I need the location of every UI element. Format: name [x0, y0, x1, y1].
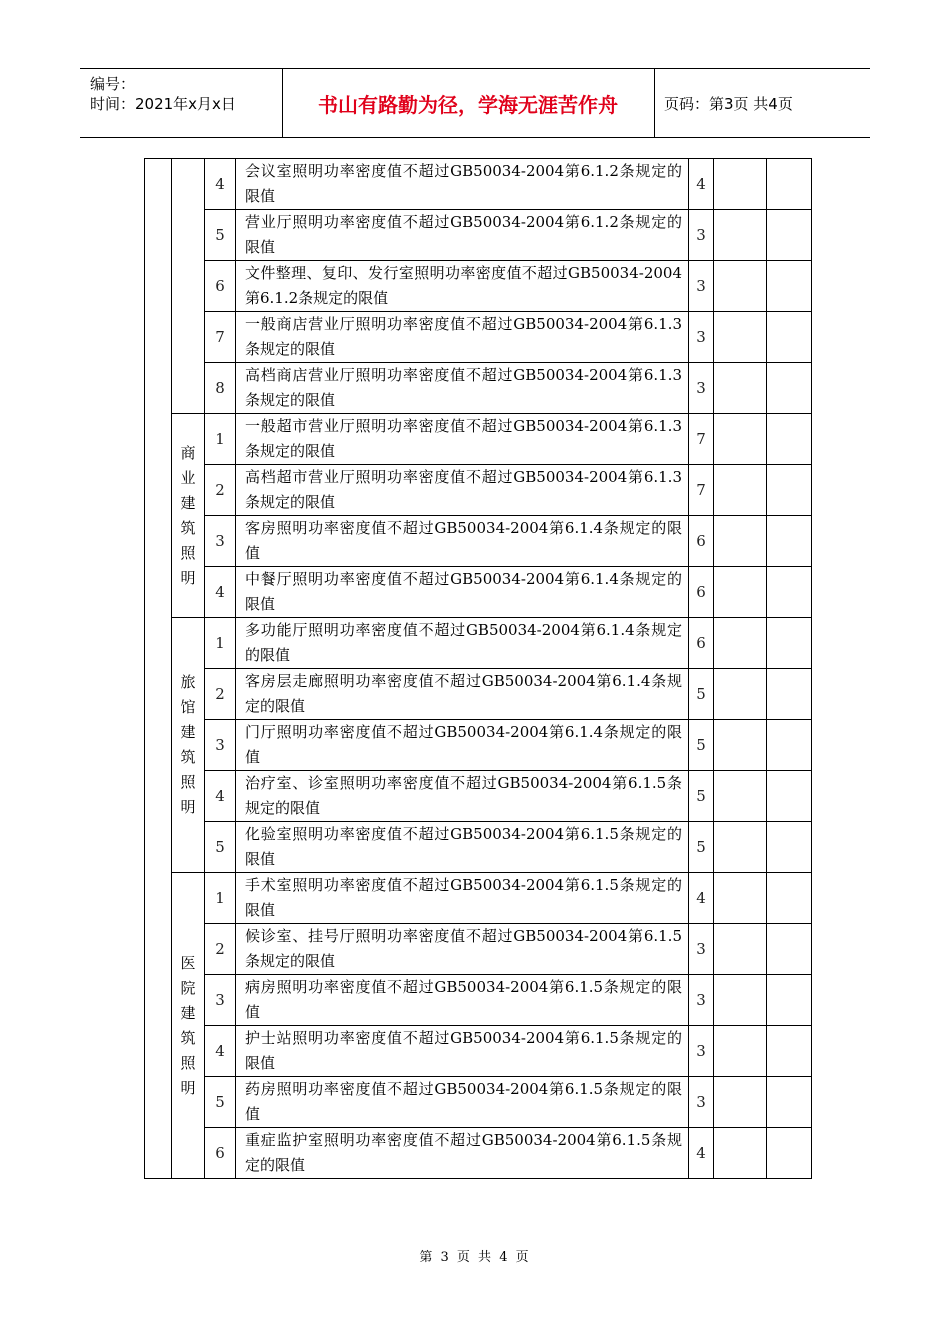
item-number: 5 — [205, 1077, 236, 1128]
item-number: 6 — [205, 1128, 236, 1179]
item-description: 门厅照明功率密度值不超过GB50034-2004第6.1.4条规定的限值 — [236, 720, 689, 771]
empty-cell — [714, 822, 767, 873]
empty-cell — [767, 618, 812, 669]
empty-cell — [714, 1077, 767, 1128]
empty-cell — [767, 363, 812, 414]
empty-cell — [767, 159, 812, 210]
item-score: 4 — [689, 159, 714, 210]
empty-cell — [714, 720, 767, 771]
empty-cell — [767, 312, 812, 363]
table-row — [145, 414, 812, 465]
empty-cell — [767, 567, 812, 618]
table-row — [145, 363, 812, 414]
category-cell — [172, 159, 205, 414]
item-number: 4 — [205, 1026, 236, 1077]
item-score: 5 — [689, 771, 714, 822]
item-description: 文件整理、复印、发行室照明功率密度值不超过GB50034-2004第6.1.2条规定的限值 — [236, 261, 689, 312]
item-number: 4 — [205, 567, 236, 618]
item-score: 6 — [689, 567, 714, 618]
empty-cell — [767, 210, 812, 261]
header-motto: 书山有路勤为径，学海无涯苦作舟 — [282, 69, 655, 137]
empty-cell — [714, 924, 767, 975]
item-number: 2 — [205, 465, 236, 516]
empty-cell — [767, 669, 812, 720]
table-row — [145, 618, 812, 669]
empty-cell — [714, 210, 767, 261]
item-number: 1 — [205, 618, 236, 669]
table-row — [145, 771, 812, 822]
empty-cell — [767, 1077, 812, 1128]
item-description: 一般超市营业厅照明功率密度值不超过GB50034-2004第6.1.3条规定的限值 — [236, 414, 689, 465]
page-header — [80, 68, 870, 138]
table-row — [145, 822, 812, 873]
page-footer: 第 3 页 共 4 页 — [419, 1250, 531, 1265]
header-page-info: 页码：第3页 共4页 — [664, 94, 793, 113]
category-label: 商 业 建 筑 照 明 — [180, 443, 196, 587]
item-score: 5 — [689, 669, 714, 720]
item-score: 3 — [689, 924, 714, 975]
item-description: 药房照明功率密度值不超过GB50034-2004第6.1.5条规定的限值 — [236, 1077, 689, 1128]
empty-cell — [714, 1026, 767, 1077]
empty-cell — [714, 363, 767, 414]
empty-cell — [714, 465, 767, 516]
empty-cell — [767, 771, 812, 822]
item-description: 中餐厅照明功率密度值不超过GB50034-2004第6.1.4条规定的限值 — [236, 567, 689, 618]
table-body — [145, 159, 812, 1179]
table-row — [145, 1026, 812, 1077]
category-cell — [172, 618, 205, 873]
item-description: 候诊室、挂号厅照明功率密度值不超过GB50034-2004第6.1.5条规定的限值 — [236, 924, 689, 975]
empty-cell — [767, 414, 812, 465]
item-score: 6 — [689, 618, 714, 669]
empty-cell — [767, 1026, 812, 1077]
table-row — [145, 975, 812, 1026]
item-description: 化验室照明功率密度值不超过GB50034-2004第6.1.5条规定的限值 — [236, 822, 689, 873]
category-cell — [172, 414, 205, 618]
item-description: 手术室照明功率密度值不超过GB50034-2004第6.1.5条规定的限值 — [236, 873, 689, 924]
empty-cell — [714, 873, 767, 924]
item-number: 6 — [205, 261, 236, 312]
table-row — [145, 465, 812, 516]
empty-cell — [767, 261, 812, 312]
empty-cell — [767, 924, 812, 975]
item-score: 7 — [689, 414, 714, 465]
item-number: 5 — [205, 210, 236, 261]
table-row — [145, 1077, 812, 1128]
empty-cell — [767, 1128, 812, 1179]
table-row — [145, 924, 812, 975]
item-number: 4 — [205, 771, 236, 822]
item-score: 5 — [689, 720, 714, 771]
empty-cell — [714, 312, 767, 363]
item-number: 5 — [205, 822, 236, 873]
item-number: 7 — [205, 312, 236, 363]
empty-cell — [714, 516, 767, 567]
item-number: 3 — [205, 975, 236, 1026]
category-label: 医 院 建 筑 照 明 — [180, 953, 196, 1097]
item-score: 6 — [689, 516, 714, 567]
table-row — [145, 312, 812, 363]
empty-cell — [714, 669, 767, 720]
item-score: 7 — [689, 465, 714, 516]
item-description: 客房层走廊照明功率密度值不超过GB50034-2004第6.1.4条规定的限值 — [236, 669, 689, 720]
empty-cell — [714, 159, 767, 210]
empty-cell — [714, 771, 767, 822]
empty-cell — [714, 1128, 767, 1179]
item-number: 2 — [205, 669, 236, 720]
category-label: 旅 馆 建 筑 照 明 — [180, 673, 196, 816]
item-description: 重症监护室照明功率密度值不超过GB50034-2004第6.1.5条规定的限值 — [236, 1128, 689, 1179]
item-description: 营业厅照明功率密度值不超过GB50034-2004第6.1.2条规定的限值 — [236, 210, 689, 261]
item-number: 8 — [205, 363, 236, 414]
empty-cell — [767, 873, 812, 924]
table-row — [145, 210, 812, 261]
item-description: 会议室照明功率密度值不超过GB50034-2004第6.1.2条规定的限值 — [236, 159, 689, 210]
empty-cell — [714, 567, 767, 618]
table-row — [145, 159, 812, 210]
table-row — [145, 669, 812, 720]
item-score: 3 — [689, 261, 714, 312]
item-score: 5 — [689, 822, 714, 873]
lighting-density-table — [144, 158, 812, 1179]
item-score: 3 — [689, 210, 714, 261]
table-row — [145, 516, 812, 567]
table-row — [145, 873, 812, 924]
item-description: 病房照明功率密度值不超过GB50034-2004第6.1.5条规定的限值 — [236, 975, 689, 1026]
table-row — [145, 1128, 812, 1179]
number-label: 编号： — [90, 75, 136, 93]
item-description: 一般商店营业厅照明功率密度值不超过GB50034-2004第6.1.3条规定的限值 — [236, 312, 689, 363]
item-score: 3 — [689, 1077, 714, 1128]
table-row — [145, 567, 812, 618]
time-label: 时间：2021年x月x日 — [90, 95, 236, 113]
item-description: 治疗室、诊室照明功率密度值不超过GB50034-2004第6.1.5条规定的限值 — [236, 771, 689, 822]
empty-cell — [714, 618, 767, 669]
item-number: 2 — [205, 924, 236, 975]
item-score: 3 — [689, 312, 714, 363]
item-score: 3 — [689, 975, 714, 1026]
item-number: 3 — [205, 720, 236, 771]
empty-cell — [714, 261, 767, 312]
item-score: 4 — [689, 1128, 714, 1179]
empty-cell — [767, 720, 812, 771]
item-description: 高档超市营业厅照明功率密度值不超过GB50034-2004第6.1.3条规定的限值 — [236, 465, 689, 516]
item-number: 4 — [205, 159, 236, 210]
item-score: 3 — [689, 1026, 714, 1077]
outer-category-cell — [145, 159, 172, 1179]
item-description: 多功能厅照明功率密度值不超过GB50034-2004第6.1.4条规定的限值 — [236, 618, 689, 669]
empty-cell — [767, 975, 812, 1026]
empty-cell — [767, 465, 812, 516]
category-cell — [172, 873, 205, 1179]
item-score: 3 — [689, 363, 714, 414]
item-number: 3 — [205, 516, 236, 567]
item-number: 1 — [205, 414, 236, 465]
item-description: 高档商店营业厅照明功率密度值不超过GB50034-2004第6.1.3条规定的限值 — [236, 363, 689, 414]
table-row — [145, 261, 812, 312]
item-description: 护士站照明功率密度值不超过GB50034-2004第6.1.5条规定的限值 — [236, 1026, 689, 1077]
header-meta — [80, 69, 283, 137]
empty-cell — [714, 414, 767, 465]
table-row — [145, 720, 812, 771]
empty-cell — [767, 516, 812, 567]
empty-cell — [714, 975, 767, 1026]
item-description: 客房照明功率密度值不超过GB50034-2004第6.1.4条规定的限值 — [236, 516, 689, 567]
item-number: 1 — [205, 873, 236, 924]
empty-cell — [767, 822, 812, 873]
item-score: 4 — [689, 873, 714, 924]
